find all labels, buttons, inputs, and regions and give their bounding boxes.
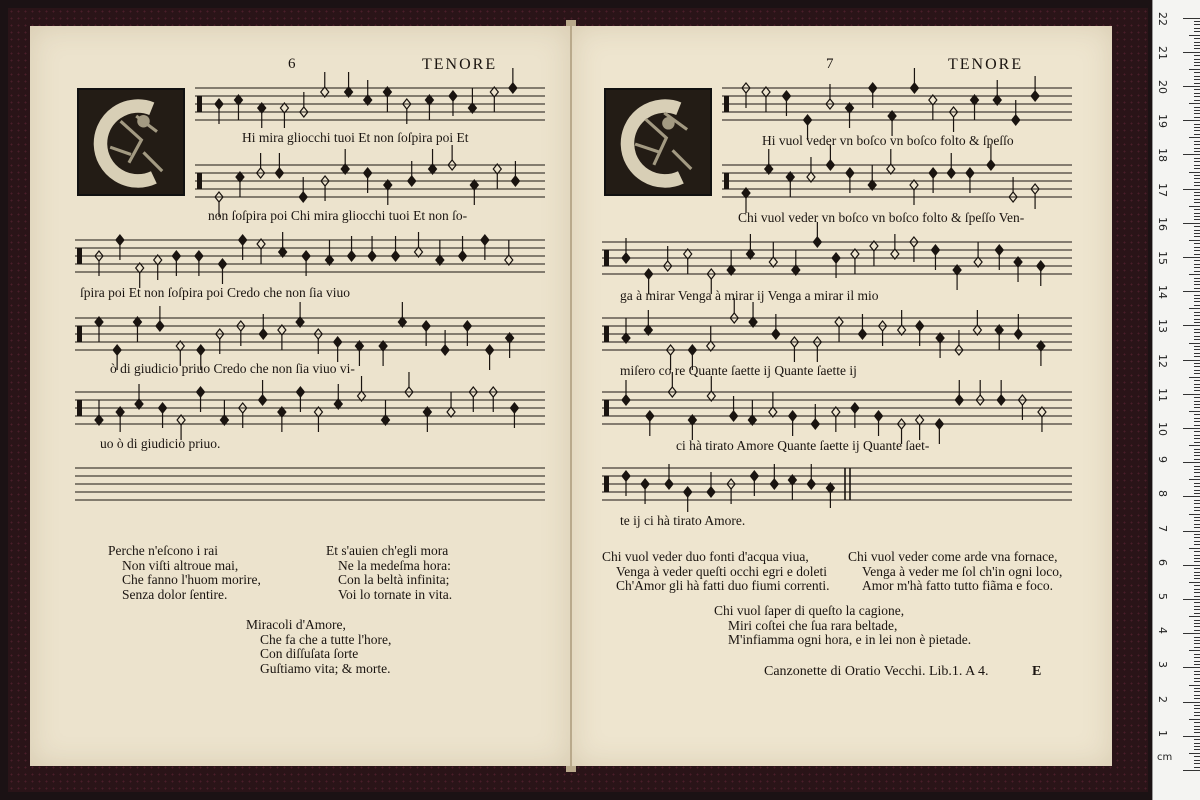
lyric-line: Hi vuol veder vn boſco vn boſco folto & ſpeſſo xyxy=(762,133,1014,148)
music-staff xyxy=(722,84,1072,124)
ruler-tick xyxy=(1194,722,1200,723)
ruler-tick xyxy=(1183,667,1200,668)
ruler-tick xyxy=(1194,124,1200,125)
ruler-tick xyxy=(1194,739,1200,740)
measuring-ruler xyxy=(1152,0,1200,800)
ruler-tick xyxy=(1194,158,1200,159)
ruler-tick xyxy=(1183,496,1200,497)
ruler-tick xyxy=(1194,233,1200,234)
ruler-tick xyxy=(1194,127,1200,128)
ruler-tick xyxy=(1194,83,1200,84)
ruler-tick xyxy=(1194,21,1200,22)
music-staff xyxy=(195,161,545,201)
ruler-tick xyxy=(1194,141,1200,142)
ruler-tick xyxy=(1194,76,1200,77)
verse-stanza: Chi vuol veder duo fonti d'acqua viua, Venga à veder queſti occhi egri e doleti Ch'Amor gli hà fatti duo fiumi correnti. xyxy=(602,549,830,593)
ruler-tick xyxy=(1189,616,1200,617)
ruler-tick xyxy=(1194,202,1200,203)
ruler-tick xyxy=(1194,144,1200,145)
verse-stanza: Chi vuol veder come arde vna fornace, Venga à veder me ſol ch'in ogni loco, Amor m'hà fatto tutto fiãma e foco. xyxy=(848,549,1063,593)
ruler-tick xyxy=(1194,490,1200,491)
ruler-tick xyxy=(1194,182,1200,183)
ruler-tick xyxy=(1194,72,1200,73)
ruler-tick xyxy=(1194,520,1200,521)
ruler-tick xyxy=(1194,561,1200,562)
ruler-tick xyxy=(1194,216,1200,217)
ruler-label: 15 xyxy=(1156,251,1169,265)
ruler-tick xyxy=(1183,189,1200,190)
ruler-tick xyxy=(1189,582,1200,583)
ruler-tick xyxy=(1194,130,1200,131)
ruler-tick xyxy=(1194,236,1200,237)
ruler-label: 11 xyxy=(1156,387,1169,402)
ruler-tick xyxy=(1189,240,1200,241)
music-staff xyxy=(602,464,1072,504)
ruler-tick xyxy=(1194,442,1200,443)
ruler-tick xyxy=(1194,749,1200,750)
ruler-tick xyxy=(1183,565,1200,566)
ruler-tick xyxy=(1189,753,1200,754)
ruler-tick xyxy=(1194,79,1200,80)
music-staff xyxy=(75,314,545,354)
ruler-tick xyxy=(1194,113,1200,114)
ruler-tick xyxy=(1194,476,1200,477)
ruler-tick xyxy=(1194,288,1200,289)
ruler-label: 21 xyxy=(1156,45,1169,60)
ruler-tick xyxy=(1194,698,1200,699)
right-page-number: 7 xyxy=(826,56,834,72)
music-staff xyxy=(602,314,1072,354)
ruler-tick xyxy=(1189,719,1200,720)
publication-footer: Canzonette di Oratio Vecchi. Lib.1. A 4. xyxy=(764,664,989,679)
ruler-tick xyxy=(1194,537,1200,538)
ruler-tick xyxy=(1194,213,1200,214)
music-staff xyxy=(195,84,545,124)
ruler-tick xyxy=(1189,685,1200,686)
ruler-label: 4 xyxy=(1156,627,1169,635)
ruler-tick xyxy=(1194,117,1200,118)
ruler-unit: cm xyxy=(1157,752,1173,763)
ruler-tick xyxy=(1194,401,1200,402)
ruler-tick xyxy=(1194,178,1200,179)
lyric-line: miſero co re Quante ſaette ij Quante ſaette ij xyxy=(620,363,857,378)
ruler-tick xyxy=(1194,315,1200,316)
ruler-tick xyxy=(1194,89,1200,90)
ruler-tick xyxy=(1194,589,1200,590)
ruler-tick xyxy=(1183,736,1200,737)
ruler-label: 22 xyxy=(1156,11,1169,26)
ruler-tick xyxy=(1194,452,1200,453)
ruler-tick xyxy=(1194,284,1200,285)
ruler-tick xyxy=(1194,339,1200,340)
ruler-tick xyxy=(1194,134,1200,135)
ruler-label: 12 xyxy=(1156,353,1169,368)
ruler-tick xyxy=(1194,373,1200,374)
ruler-tick xyxy=(1194,500,1200,501)
ruler-tick xyxy=(1194,691,1200,692)
ruler-tick xyxy=(1194,301,1200,302)
ruler-tick xyxy=(1194,31,1200,32)
ruler-tick xyxy=(1194,226,1200,227)
ruler-tick xyxy=(1194,756,1200,757)
ruler-tick xyxy=(1194,243,1200,244)
ruler-tick xyxy=(1194,524,1200,525)
lyric-line: ò di giudicio priuo Credo che non ſia viuo vi- xyxy=(110,361,355,376)
ruler-tick xyxy=(1194,418,1200,419)
left-page xyxy=(30,26,570,766)
ruler-tick xyxy=(1189,514,1200,515)
ruler-label: 9 xyxy=(1156,456,1169,464)
ruler-tick xyxy=(1194,705,1200,706)
ruler-tick xyxy=(1189,308,1200,309)
signature-mark: E xyxy=(1032,664,1042,679)
ruler-label: 7 xyxy=(1156,524,1169,532)
ruler-tick xyxy=(1194,671,1200,672)
ruler-tick xyxy=(1194,100,1200,101)
ruler-tick xyxy=(1183,86,1200,87)
ruler-tick xyxy=(1194,657,1200,658)
lyric-line: non ſoſpira poi Chi mira gliocchi tuoi Et non ſo- xyxy=(208,208,468,223)
ruler-tick xyxy=(1194,763,1200,764)
ruler-tick xyxy=(1189,343,1200,344)
ruler-tick xyxy=(1194,192,1200,193)
ruler-tick xyxy=(1194,421,1200,422)
ruler-tick xyxy=(1194,65,1200,66)
ruler-tick xyxy=(1194,517,1200,518)
ruler-tick xyxy=(1194,298,1200,299)
ruler-tick xyxy=(1194,161,1200,162)
ruler-tick xyxy=(1194,527,1200,528)
ruler-label: 14 xyxy=(1156,285,1169,300)
ruler-tick xyxy=(1194,767,1200,768)
ruler-tick xyxy=(1194,24,1200,25)
ruler-tick xyxy=(1194,407,1200,408)
ruler-tick xyxy=(1194,55,1200,56)
music-staff xyxy=(722,161,1072,201)
ruler-tick xyxy=(1183,531,1200,532)
ruler-tick xyxy=(1194,746,1200,747)
ruler-tick xyxy=(1194,431,1200,432)
ruler-tick xyxy=(1194,363,1200,364)
lyric-line: Hi mira gliocchi tuoi Et non ſoſpira poi Et xyxy=(242,130,469,145)
ruler-tick xyxy=(1194,319,1200,320)
ruler-tick xyxy=(1189,35,1200,36)
ruler-tick xyxy=(1194,185,1200,186)
lyric-line: uo ò di giudicio priuo. xyxy=(100,436,221,451)
ruler-tick xyxy=(1194,544,1200,545)
ruler-tick xyxy=(1194,674,1200,675)
ruler-tick xyxy=(1189,377,1200,378)
ruler-tick xyxy=(1189,479,1200,480)
ruler-tick xyxy=(1194,558,1200,559)
ruler-tick xyxy=(1183,257,1200,258)
ruler-tick xyxy=(1194,606,1200,607)
ruler-tick xyxy=(1194,219,1200,220)
ruler-tick xyxy=(1183,770,1200,771)
ruler-tick xyxy=(1194,346,1200,347)
lyric-line: ſpira poi Et non ſoſpira poi Credo che non ſia viuo xyxy=(80,285,350,300)
ruler-tick xyxy=(1194,110,1200,111)
ruler-tick xyxy=(1194,449,1200,450)
ruler-tick xyxy=(1194,250,1200,251)
ruler-tick xyxy=(1194,510,1200,511)
ruler-tick xyxy=(1194,165,1200,166)
ruler-tick xyxy=(1194,336,1200,337)
ruler-tick xyxy=(1194,551,1200,552)
ruler-tick xyxy=(1194,247,1200,248)
ruler-tick xyxy=(1194,199,1200,200)
ruler-tick xyxy=(1194,387,1200,388)
ruler-label: 5 xyxy=(1156,593,1169,600)
ruler-label: 18 xyxy=(1156,148,1169,163)
ruler-tick xyxy=(1194,349,1200,350)
ruler-tick xyxy=(1183,394,1200,395)
ruler-tick xyxy=(1194,425,1200,426)
ruler-tick xyxy=(1194,151,1200,152)
ruler-tick xyxy=(1194,59,1200,60)
music-staff xyxy=(602,388,1072,428)
ruler-tick xyxy=(1183,599,1200,600)
ruler-tick xyxy=(1189,445,1200,446)
ruler-tick xyxy=(1194,404,1200,405)
ruler-tick xyxy=(1194,654,1200,655)
ruler-tick xyxy=(1194,681,1200,682)
ruler-tick xyxy=(1194,48,1200,49)
ruler-tick xyxy=(1194,38,1200,39)
ruler-tick xyxy=(1194,760,1200,761)
ruler-label: 20 xyxy=(1156,80,1169,94)
ruler-tick xyxy=(1194,568,1200,569)
ruler-tick xyxy=(1194,271,1200,272)
ruler-label: 2 xyxy=(1156,695,1169,703)
lyric-line: te ij ci hà tirato Amore. xyxy=(620,513,746,528)
ruler-tick xyxy=(1183,702,1200,703)
ruler-tick xyxy=(1194,613,1200,614)
ruler-tick xyxy=(1183,462,1200,463)
ruler-tick xyxy=(1189,206,1200,207)
ruler-tick xyxy=(1183,360,1200,361)
verse-stanza: Miracoli d'Amore, Che fa che a tutte l'hore, Con diſſuſata ſorte Guſtiamo vita; & morte. xyxy=(246,617,392,676)
verse-stanza: Perche n'eſcono i rai Non viſti altroue mai, Che fanno l'huom morire, Senza dolor ſentire. xyxy=(108,543,261,602)
ruler-label: 8 xyxy=(1156,490,1169,498)
ruler-tick xyxy=(1194,209,1200,210)
ruler-tick xyxy=(1194,572,1200,573)
ruler-tick xyxy=(1194,472,1200,473)
ruler-label: 1 xyxy=(1156,729,1169,737)
ruler-tick xyxy=(1194,353,1200,354)
ruler-tick xyxy=(1183,223,1200,224)
ruler-tick xyxy=(1194,397,1200,398)
ruler-tick xyxy=(1189,172,1200,173)
ruler-label: 3 xyxy=(1156,661,1169,669)
ruler-tick xyxy=(1194,305,1200,306)
ruler-tick xyxy=(1194,380,1200,381)
ruler-tick xyxy=(1189,548,1200,549)
ruler-tick xyxy=(1194,643,1200,644)
ruler-tick xyxy=(1194,260,1200,261)
ruler-tick xyxy=(1194,469,1200,470)
music-staff xyxy=(75,388,545,428)
ruler-tick xyxy=(1189,411,1200,412)
ruler-tick xyxy=(1194,230,1200,231)
ruler-tick xyxy=(1194,148,1200,149)
right-page xyxy=(572,26,1112,766)
ruler-tick xyxy=(1194,384,1200,385)
ruler-tick xyxy=(1194,107,1200,108)
ruler-tick xyxy=(1183,154,1200,155)
right-page-header: TENORE xyxy=(948,56,1024,73)
ruler-tick xyxy=(1194,630,1200,631)
ruler-tick xyxy=(1194,329,1200,330)
ruler-tick xyxy=(1194,459,1200,460)
ruler-tick xyxy=(1194,322,1200,323)
left-page-header: TENORE xyxy=(422,56,498,73)
left-page-number: 6 xyxy=(288,56,296,72)
ruler-tick xyxy=(1183,52,1200,53)
ruler-tick xyxy=(1183,633,1200,634)
ruler-label: 13 xyxy=(1156,319,1169,334)
ruler-tick xyxy=(1194,712,1200,713)
ruler-tick xyxy=(1194,661,1200,662)
ruler-tick xyxy=(1194,592,1200,593)
ruler-tick xyxy=(1194,370,1200,371)
ruler-label: 6 xyxy=(1156,558,1169,566)
ruler-tick xyxy=(1194,534,1200,535)
verse-stanza: Et s'auien ch'egli mora Ne la medeſma hora: Con la beltà infinita; Voi lo tornate in vita. xyxy=(326,543,453,602)
ruler-label: 16 xyxy=(1156,216,1169,231)
ruler-tick xyxy=(1194,647,1200,648)
music-staff-empty xyxy=(75,464,545,504)
ruler-tick xyxy=(1194,596,1200,597)
ruler-tick xyxy=(1194,575,1200,576)
verse-stanza: Chi vuol ſaper di queſto la cagione, Miri coſtei che ſua rara beltade, M'infiamma ogni hora, e in lei non è pietade. xyxy=(714,603,972,647)
woodcut-initial-c-right xyxy=(604,88,712,196)
ruler-tick xyxy=(1189,103,1200,104)
ruler-tick xyxy=(1194,312,1200,313)
ruler-tick xyxy=(1183,120,1200,121)
ruler-tick xyxy=(1194,332,1200,333)
ruler-label: 10 xyxy=(1156,422,1169,436)
ruler-tick xyxy=(1194,175,1200,176)
ruler-tick xyxy=(1194,435,1200,436)
music-staff xyxy=(602,238,1072,278)
ruler-tick xyxy=(1183,18,1200,19)
music-staff xyxy=(75,236,545,276)
ruler-tick xyxy=(1194,414,1200,415)
ruler-tick xyxy=(1194,486,1200,487)
ruler-tick xyxy=(1194,726,1200,727)
ruler-tick xyxy=(1194,390,1200,391)
lyric-line: ga à mirar Venga à mirar ij Venga a mirar il mio xyxy=(620,288,879,303)
ruler-tick xyxy=(1194,62,1200,63)
ruler-tick xyxy=(1194,664,1200,665)
ruler-tick xyxy=(1194,620,1200,621)
ruler-tick xyxy=(1183,325,1200,326)
woodcut-initial-c-left xyxy=(77,88,185,196)
ruler-tick xyxy=(1194,729,1200,730)
ruler-tick xyxy=(1194,507,1200,508)
ruler-tick xyxy=(1194,28,1200,29)
ruler-tick xyxy=(1194,264,1200,265)
ruler-tick xyxy=(1194,168,1200,169)
ruler-tick xyxy=(1194,503,1200,504)
ruler-tick xyxy=(1194,715,1200,716)
ruler-tick xyxy=(1194,585,1200,586)
lyric-line: Chi vuol veder vn boſco vn boſco folto & ſpeſſo Ven- xyxy=(738,210,1025,225)
ruler-tick xyxy=(1194,267,1200,268)
ruler-tick xyxy=(1194,455,1200,456)
ruler-tick xyxy=(1194,281,1200,282)
lyric-line: ci hà tirato Amore Quante ſaette ij Quante ſaet- xyxy=(676,438,930,453)
ruler-tick xyxy=(1189,274,1200,275)
ruler-tick xyxy=(1194,96,1200,97)
ruler-tick xyxy=(1194,493,1200,494)
ruler-tick xyxy=(1189,650,1200,651)
ruler-tick xyxy=(1194,578,1200,579)
ruler-tick xyxy=(1194,366,1200,367)
ruler-label: 19 xyxy=(1156,114,1169,129)
ruler-tick xyxy=(1194,483,1200,484)
ruler-tick xyxy=(1183,428,1200,429)
ruler-tick xyxy=(1194,93,1200,94)
ruler-tick xyxy=(1194,42,1200,43)
ruler-tick xyxy=(1194,278,1200,279)
ruler-tick xyxy=(1194,732,1200,733)
ruler-tick xyxy=(1194,609,1200,610)
ruler-tick xyxy=(1194,555,1200,556)
ruler-tick xyxy=(1194,623,1200,624)
ruler-tick xyxy=(1194,688,1200,689)
ruler-tick xyxy=(1194,626,1200,627)
ruler-tick xyxy=(1194,356,1200,357)
ruler-tick xyxy=(1194,637,1200,638)
ruler-tick xyxy=(1194,602,1200,603)
ruler-tick xyxy=(1194,541,1200,542)
ruler-tick xyxy=(1194,640,1200,641)
ruler-tick xyxy=(1194,678,1200,679)
ruler-tick xyxy=(1194,466,1200,467)
ruler-tick xyxy=(1194,708,1200,709)
ruler-tick xyxy=(1194,295,1200,296)
ruler-tick xyxy=(1194,195,1200,196)
ruler-tick xyxy=(1194,45,1200,46)
ruler-tick xyxy=(1189,69,1200,70)
ruler-tick xyxy=(1194,695,1200,696)
ruler-tick xyxy=(1194,743,1200,744)
ruler-tick xyxy=(1183,291,1200,292)
ruler-tick xyxy=(1194,254,1200,255)
ruler-label: 17 xyxy=(1156,182,1169,197)
ruler-tick xyxy=(1194,438,1200,439)
ruler-tick xyxy=(1189,137,1200,138)
